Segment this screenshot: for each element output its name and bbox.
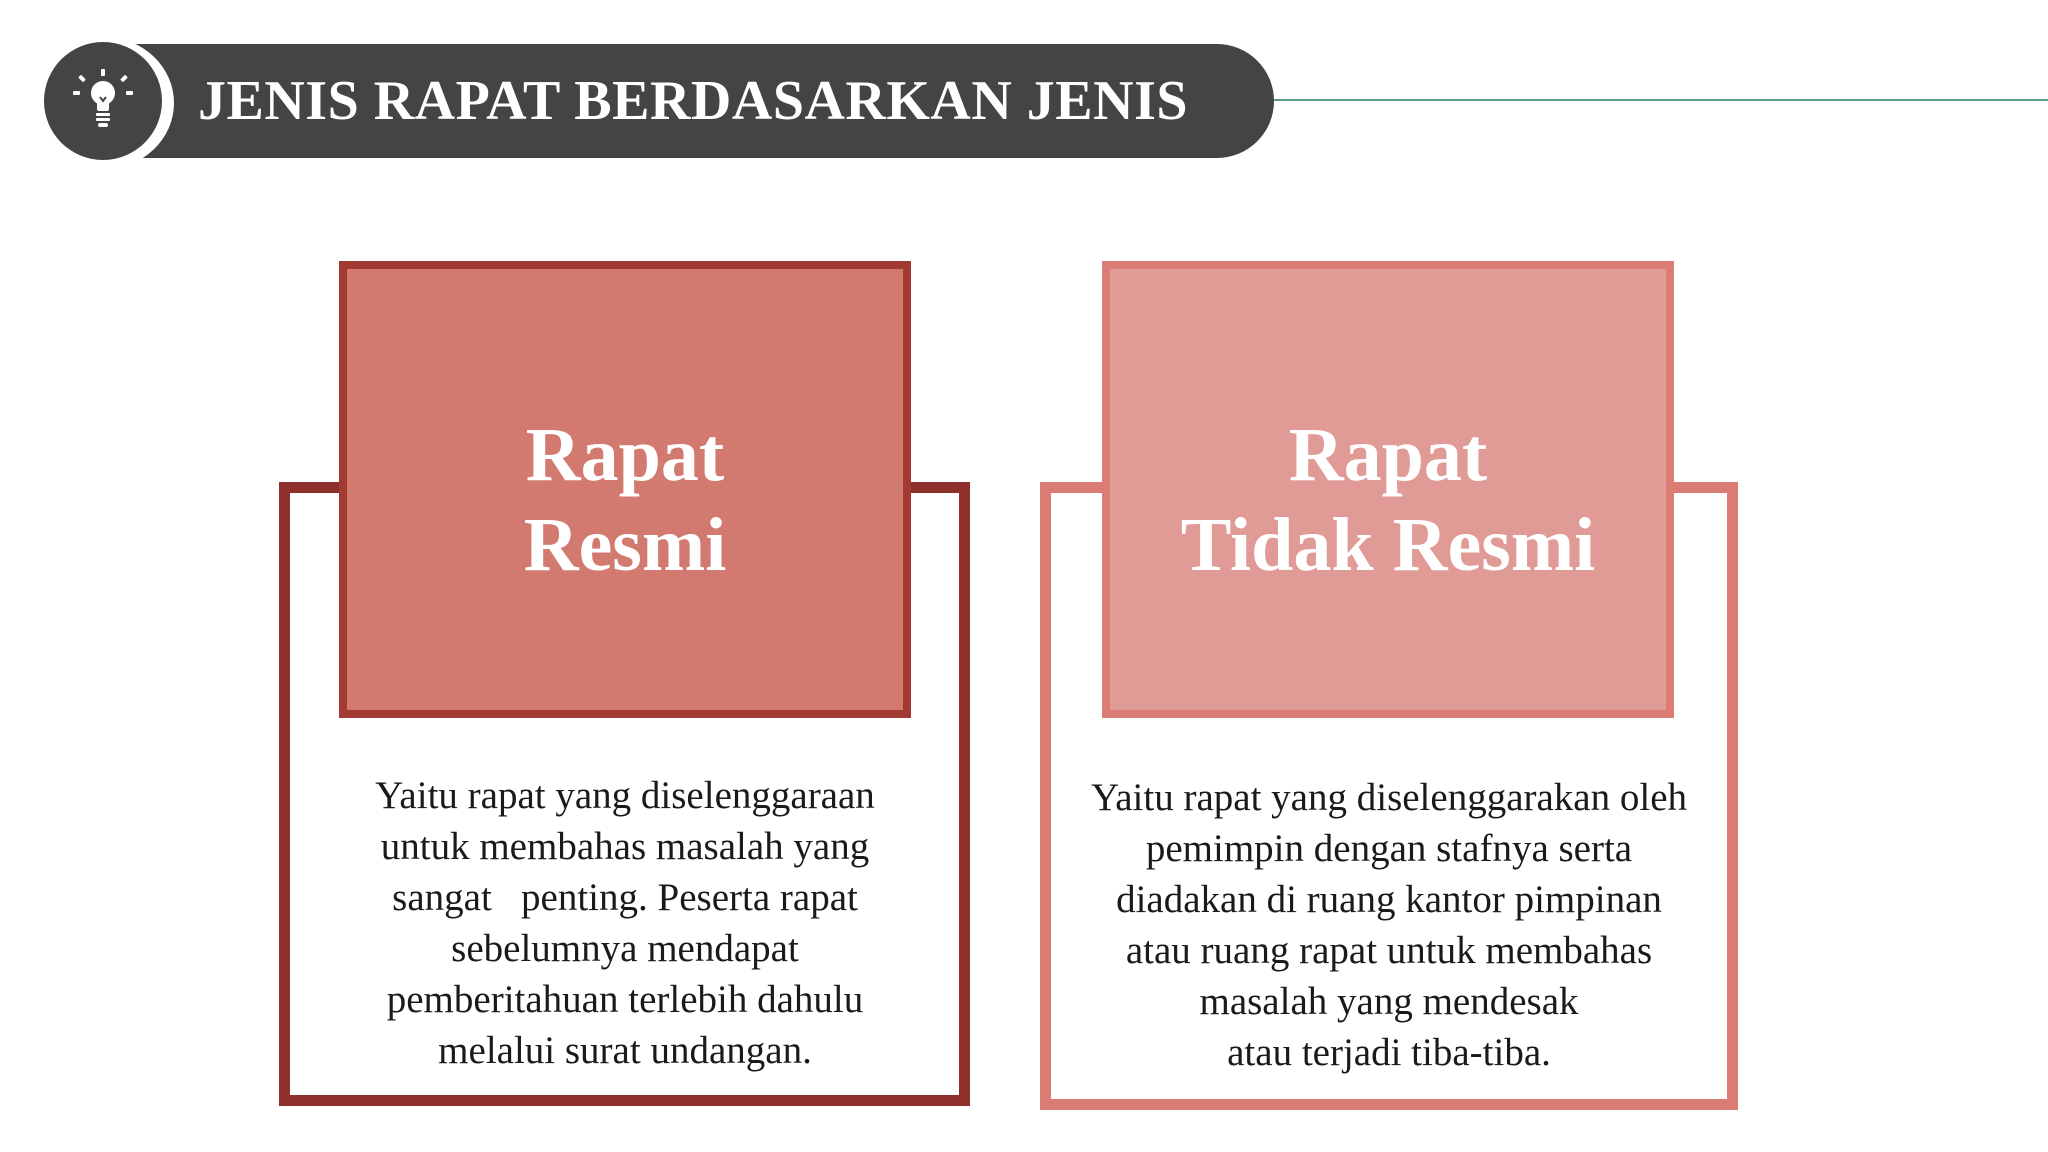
lightbulb-icon	[71, 67, 135, 135]
card-title-line: Resmi	[523, 502, 727, 587]
card-rapat-tidak-resmi-header	[1102, 261, 1674, 718]
description-line: pemberitahuan terlebih dahulu	[386, 978, 864, 1021]
card-rapat-tidak-resmi-description	[1060, 772, 1718, 1078]
card-rapat-resmi-header	[339, 261, 911, 718]
description-line: sebelumnya mendapat	[451, 927, 799, 970]
card-title-line: Tidak Resmi	[1180, 502, 1596, 587]
page-title: JENIS RAPAT BERDASARKAN JENIS	[198, 70, 1189, 132]
description-line: pemimpin dengan stafnya serta	[1145, 827, 1633, 870]
description-line: Yaitu rapat yang diselenggarakan oleh	[1090, 776, 1688, 819]
description-line: atau terjadi tiba-tiba.	[1227, 1031, 1551, 1074]
description-line: untuk membahas masalah yang	[380, 825, 870, 868]
description-line: atau ruang rapat untuk membahas	[1125, 929, 1653, 972]
card-title-line: Rapat	[1288, 412, 1488, 497]
description-line: diadakan di ruang kantor pimpinan	[1116, 878, 1662, 921]
description-line: sangat penting. Peserta rapat	[392, 876, 858, 919]
description-line: masalah yang mendesak	[1199, 980, 1579, 1023]
icon-badge	[44, 42, 162, 160]
header-divider-line	[1272, 99, 2048, 101]
description-line: melalui surat undangan.	[438, 1029, 812, 1072]
card-title-line: Rapat	[525, 412, 725, 497]
description-line: Yaitu rapat yang diselenggaraan	[375, 774, 875, 817]
card-rapat-resmi-description	[300, 770, 950, 1076]
